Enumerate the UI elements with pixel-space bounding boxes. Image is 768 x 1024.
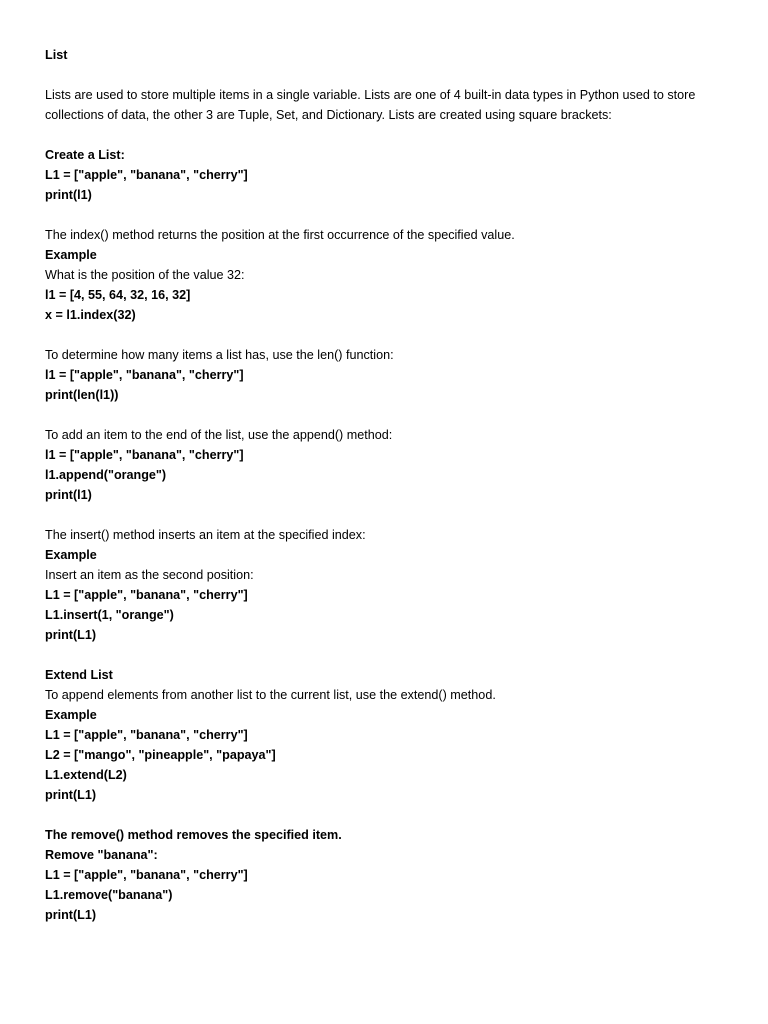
- code-line: L1 = ["apple", "banana", "cherry"]: [45, 868, 248, 882]
- section-description: To append elements from another list to the current list, use the extend() method.: [45, 688, 496, 702]
- example-question: Remove "banana":: [45, 848, 158, 862]
- spacer: [45, 65, 735, 85]
- section-description: The index() method returns the position at the first occurrence of the specified value.: [45, 228, 515, 242]
- section-heading: Extend List: [45, 668, 113, 682]
- section-heading: Create a List:: [45, 148, 125, 162]
- code-line: L2 = ["mango", "pineapple", "papaya"]: [45, 748, 276, 762]
- spacer: [45, 645, 735, 665]
- code-line: L1.extend(L2): [45, 768, 127, 782]
- example-label: Example: [45, 248, 97, 262]
- code-line: L1.remove("banana"): [45, 888, 173, 902]
- document-page: [45, 45, 735, 925]
- section-append-method: [45, 425, 735, 505]
- code-line: l1 = ["apple", "banana", "cherry"]: [45, 448, 244, 462]
- code-line: L1 = ["apple", "banana", "cherry"]: [45, 588, 248, 602]
- example-question: What is the position of the value 32:: [45, 268, 245, 282]
- code-line: L1 = ["apple", "banana", "cherry"]: [45, 168, 248, 182]
- section-description: To add an item to the end of the list, use the append() method:: [45, 428, 393, 442]
- section-description: The insert() method inserts an item at the specified index:: [45, 528, 366, 542]
- spacer: [45, 125, 735, 145]
- section-index-method: [45, 225, 735, 325]
- example-label: Example: [45, 708, 97, 722]
- code-line: l1.append("orange"): [45, 468, 167, 482]
- code-line: print(len(l1)): [45, 388, 119, 402]
- section-create-list: [45, 145, 735, 205]
- section-extend-list: [45, 665, 735, 805]
- code-line: x = l1.index(32): [45, 308, 136, 322]
- code-line: print(L1): [45, 788, 97, 802]
- page-title: List: [45, 48, 68, 62]
- code-line: L1 = ["apple", "banana", "cherry"]: [45, 728, 248, 742]
- section-len-function: [45, 345, 735, 405]
- section-remove-method: [45, 825, 735, 925]
- section-heading: The remove() method removes the specified item.: [45, 828, 342, 842]
- section-insert-method: [45, 525, 735, 645]
- spacer: [45, 805, 735, 825]
- code-line: print(l1): [45, 488, 92, 502]
- code-line: print(L1): [45, 908, 97, 922]
- section-description: To determine how many items a list has, use the len() function:: [45, 348, 394, 362]
- code-line: l1 = [4, 55, 64, 32, 16, 32]: [45, 288, 191, 302]
- intro-paragraph: Lists are used to store multiple items in a single variable. Lists are one of 4 built-in data types in Python used to store collections of data, the other 3 are Tuple, Set, and Dictionary. Lists are created using square brackets:: [45, 88, 696, 122]
- code-line: print(l1): [45, 188, 92, 202]
- spacer: [45, 505, 735, 525]
- code-line: L1.insert(1, "orange"): [45, 608, 174, 622]
- code-line: print(L1): [45, 628, 97, 642]
- code-line: l1 = ["apple", "banana", "cherry"]: [45, 368, 244, 382]
- spacer: [45, 205, 735, 225]
- spacer: [45, 405, 735, 425]
- example-question: Insert an item as the second position:: [45, 568, 254, 582]
- example-label: Example: [45, 548, 97, 562]
- spacer: [45, 325, 735, 345]
